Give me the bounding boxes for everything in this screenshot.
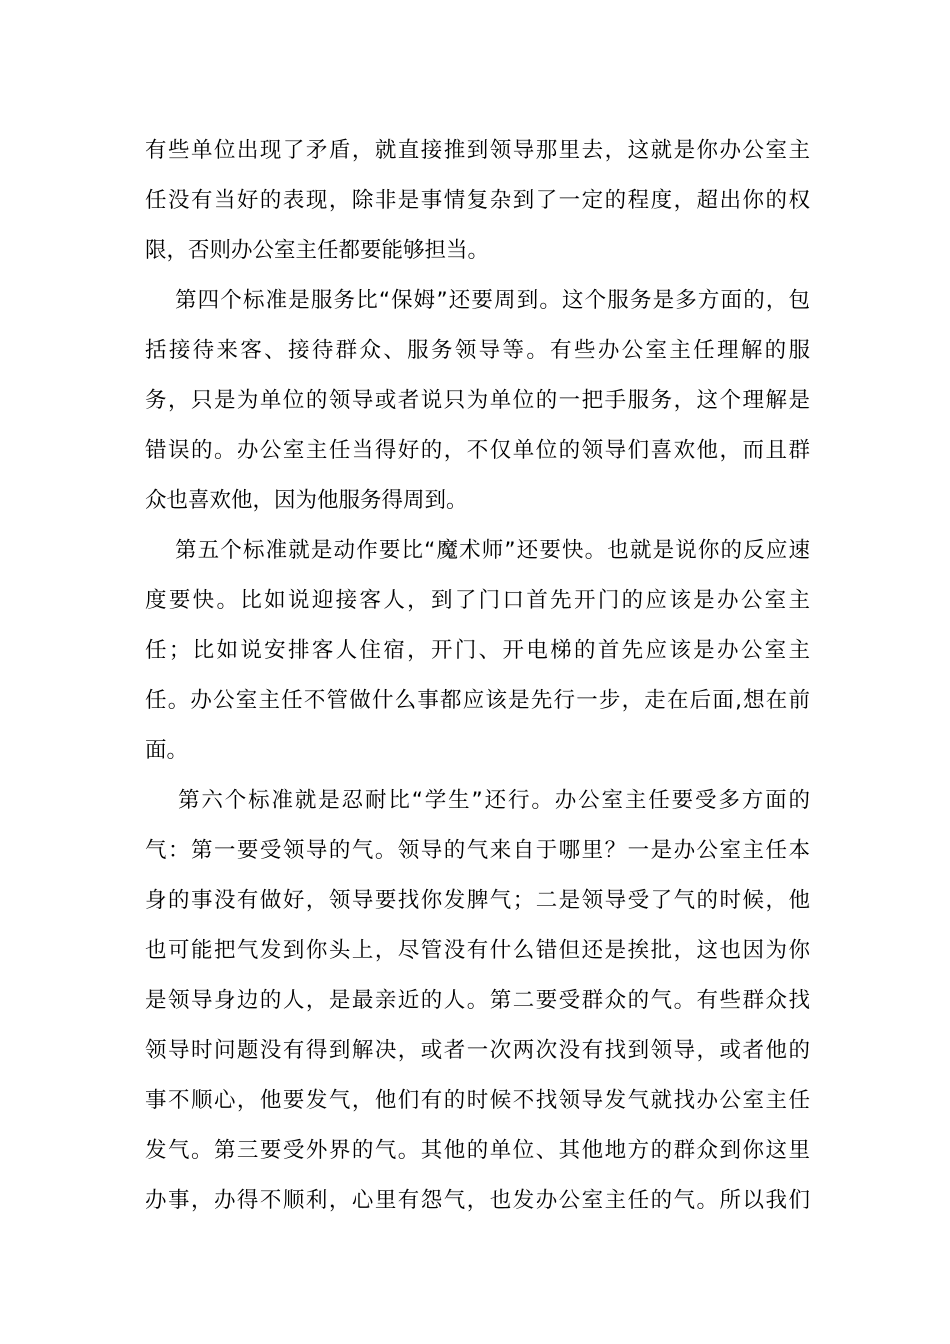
text-line: 面。 xyxy=(145,738,189,763)
text-line: 务，只是为单位的领导或者说只为单位的一把手服务，这个理解是 xyxy=(145,388,810,413)
text-line: 气：第一要受领导的气。领导的气来自于哪里？一是办公室主任本 xyxy=(145,838,810,863)
text-line: 第六个标准就是忍耐比“学生”还行。办公室主任要受多方面的 xyxy=(178,788,810,813)
text-line: 限，否则办公室主任都要能够担当。 xyxy=(145,238,490,263)
text-line: 发气。第三要受外界的气。其他的单位、其他地方的群众到你这里 xyxy=(145,1138,810,1163)
text-line: 任；比如说安排客人住宿，开门、开电梯的首先应该是办公室主 xyxy=(145,638,810,663)
text-line: 领导时问题没有得到解决，或者一次两次没有找到领导，或者他的 xyxy=(145,1038,810,1063)
text-line: 错误的。办公室主任当得好的，不仅单位的领导们喜欢他，而且群 xyxy=(145,438,810,463)
text-line: 第五个标准就是动作要比“魔术师”还要快。也就是说你的反应速 xyxy=(175,538,810,563)
text-line: 众也喜欢他，因为他服务得周到。 xyxy=(145,488,468,513)
text-line: 是领导身边的人，是最亲近的人。第二要受群众的气。有些群众找 xyxy=(145,988,810,1013)
text-line: 任。办公室主任不管做什么事都应该是先行一步，走在后面,想在前 xyxy=(145,688,810,713)
text-line: 度要快。比如说迎接客人，到了门口首先开门的应该是办公室主 xyxy=(145,588,810,613)
text-line: 第四个标准是服务比“保姆”还要周到。这个服务是多方面的，包 xyxy=(175,288,810,313)
text-line: 身的事没有做好，领导要找你发脾气；二是领导受了气的时候，他 xyxy=(145,888,810,913)
text-line: 事不顺心，他要发气，他们有的时候不找领导发气就找办公室主任 xyxy=(145,1088,810,1113)
text-line: 有些单位出现了矛盾，就直接推到领导那里去，这就是你办公室主 xyxy=(145,138,810,163)
text-line: 括接待来客、接待群众、服务领导等。有些办公室主任理解的服 xyxy=(145,338,810,363)
text-line: 办事，办得不顺利，心里有怨气，也发办公室主任的气。所以我们 xyxy=(145,1188,810,1213)
text-line: 也可能把气发到你头上，尽管没有什么错但还是挨批，这也因为你 xyxy=(145,938,810,963)
text-line: 任没有当好的表现，除非是事情复杂到了一定的程度，超出你的权 xyxy=(145,188,810,213)
